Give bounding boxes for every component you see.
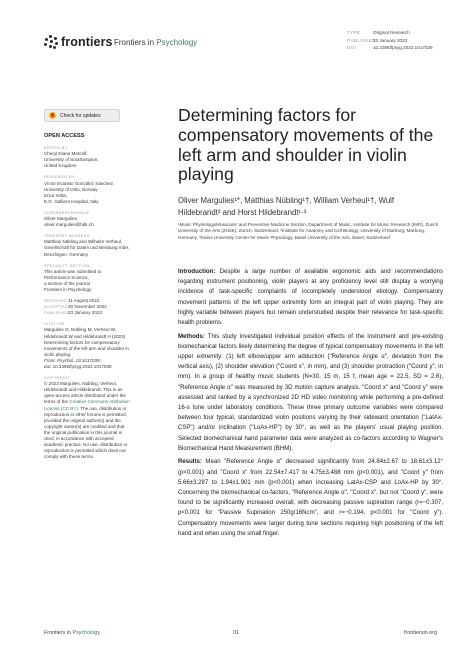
citation-line: Margulies O, Nübling M, Verheul W, bbox=[44, 327, 117, 333]
journal-name: Frontiers in Psychology bbox=[114, 38, 198, 47]
citation-line: Hildebrandt W and Hildebrandt H (2023) bbox=[44, 333, 126, 339]
copyright-line: academic practice. No use, distribution or bbox=[44, 442, 128, 448]
frontiers-logo[interactable] bbox=[44, 35, 113, 49]
specialty-line: This article was submitted to bbox=[44, 268, 102, 274]
reviewer-line: E.O. Galliera Hospital, Italy bbox=[44, 198, 99, 204]
copyright-line: copyright owner(s) are credited and that bbox=[44, 423, 125, 429]
specialty-line: Frontiers in Psychology bbox=[44, 286, 92, 292]
correspondence-email[interactable]: oliver.margulies@hdk.ch bbox=[44, 222, 94, 228]
copyright-line: the original publication in this journal is bbox=[44, 429, 122, 435]
reviewer-line: University of Oslo, Norway bbox=[44, 186, 98, 192]
editor-line: University of Southampton, bbox=[44, 157, 99, 163]
copyright-line: © 2023 Margulies, Nübling, Verheul, bbox=[44, 381, 117, 387]
correspondence-name: Oliver Margulies bbox=[44, 216, 77, 222]
reviewer-line: Erica Volta, bbox=[44, 192, 67, 198]
abstract bbox=[178, 267, 443, 542]
editor-line: Cheryl Diane Metcalf, bbox=[44, 151, 88, 157]
footer-site-link[interactable]: frontiersin.org bbox=[404, 630, 437, 636]
specialty-line: a section of the journal bbox=[44, 280, 90, 286]
check-for-updates-button[interactable] bbox=[44, 109, 120, 122]
date-row: ACCEPTED30 November 2022 bbox=[44, 304, 107, 310]
present-address-line: Matthias Nübling and Wilhelm Verheul, bbox=[44, 239, 123, 245]
specialty-line: Performance Science, bbox=[44, 274, 89, 280]
copyright-line: reproduction in other forums is permitted, bbox=[44, 411, 127, 417]
citation-label: CITATION bbox=[44, 321, 65, 327]
citation-line: Determining factors for compensatory bbox=[44, 339, 120, 345]
reviewer-line: Víctor Evaristo González Sánchez, bbox=[44, 180, 115, 186]
authors-line: Oliver Margulies¹*, Matthias Nübling¹†, William Verheul¹†, Wulf bbox=[178, 196, 395, 205]
logo-text: frontiers bbox=[61, 35, 113, 49]
copyright-line: open-access article distributed under the bbox=[44, 393, 126, 399]
present-address-label: †PRESENT ADDRESS bbox=[44, 233, 90, 239]
cc-license-link[interactable]: Creative Commons Attribution bbox=[69, 399, 130, 405]
citation-doi[interactable]: doi: 10.3389/fpsyg.2022.1017039 bbox=[44, 364, 112, 369]
copyright-line: reproduction is permitted which does not bbox=[44, 448, 126, 454]
copyright-line: provided the original author(s) and the bbox=[44, 417, 121, 423]
copyright-line: comply with these terms. bbox=[44, 454, 95, 460]
correspondence-label: *CORRESPONDENCE bbox=[44, 209, 90, 215]
copyright-line: License (CC BY). The use, distribution or bbox=[44, 405, 127, 411]
present-address-line: Denzlingen, Germany bbox=[44, 251, 88, 257]
specialty-section-label: SPECIALTY SECTION bbox=[44, 262, 90, 268]
date-row: RECEIVED11 August 2022 bbox=[44, 298, 100, 304]
page-number: 01 bbox=[233, 630, 239, 636]
date-row: PUBLISHED23 January 2023 bbox=[44, 310, 102, 316]
citation-line: violin playing. bbox=[44, 351, 72, 357]
reviewed-by-label: REVIEWED BY bbox=[44, 174, 75, 180]
sidebar-info bbox=[44, 133, 140, 460]
editor-line: United Kingdom bbox=[44, 163, 77, 169]
frontiers-logo-icon bbox=[44, 35, 58, 49]
abstract-results: Results: Mean "Reference Angle α" decreased significantly from 24.84±2.67 to 18.61±3.12° (p<0.001) and "Coord x" from 22.54±7.417 to 4.75±3.488 mm (p<0.001), and "Coord y" from 5.66±3.287 to 1.94±1.901 mm (p<0.001) when increasing LatAx-CSP and LoAx-HP by 30°. Concerning the biomechanical co-factors, "Reference Angle α", "Coord x", but not "Coord y", were found to be significantly increased overall, with decreasing passive supination range (r=−0.307, p<0.001 for "Passive Supination 250g/16Ncm", and r=−0.194, p<0.001 for "Coord y"). Compensatory movements were larger during tune sections requiring high positioning of the left hand and when using the small finger. bbox=[178, 459, 443, 537]
copyright-line: terms of the Creative Commons Attribution bbox=[44, 399, 130, 405]
update-icon bbox=[49, 112, 56, 119]
copyright-line: Hildebrandt and Hildebrandt. This is an bbox=[44, 387, 123, 393]
author-list bbox=[178, 195, 440, 218]
present-address-line: Gesellschaft für Daten und Beratung mbH, bbox=[44, 245, 130, 251]
authors-line: Hildebrandt² and Horst Hildebrandt¹·³ bbox=[178, 207, 307, 217]
citation-line: movements of the left arm and shoulder in bbox=[44, 345, 129, 351]
citation-line: Front. Psychol. 13:1017039. bbox=[44, 357, 101, 363]
footer-journal: Frontiers in Psychology bbox=[44, 630, 101, 636]
copyright-label: COPYRIGHT bbox=[44, 375, 71, 381]
abstract-introduction: Introduction: Despite a large number of available ergonomic aids and recommendations regarding instrument positioning, violin players at any proficiency level still display a worrying incidence of task-specific complaints of incompletely understood etiology. Compensatory movement patterns of the left upper extremity form an integral part of violin playing. They are highly variable between players but remain understudied despite their relevance for task-specific health problems. bbox=[178, 269, 443, 326]
cc-license-link[interactable]: License (CC BY) bbox=[44, 405, 78, 411]
article-title: Determining factors for compensatory movements of the left arm and shoulder in violin playing bbox=[178, 105, 434, 185]
article-meta: TYPE Original Research PUBLISHED23 January 2023 DOI 10.3389/fpsyg.2022.1017039 bbox=[347, 30, 433, 51]
copyright-line: cited, in accordance with accepted bbox=[44, 436, 114, 442]
affiliations: ¹Music Physiology/Musicians' and Preventive Medicine Section, Department of Music, Institute for Music Research (IMR), Zurich University of the Arts (ZHdK), Zurich, Switzerland, ²Institute for Anatomy and Cell Biology, University of Marburg, Marburg, Germany, ³Swiss University Center for Music Physiology, Basel University of the Arts, Basel, Switzerland bbox=[178, 222, 439, 240]
open-access-label: OPEN ACCESS bbox=[44, 133, 85, 139]
check-updates-label: Check for updates bbox=[60, 112, 101, 119]
edited-by-label: EDITED BY bbox=[44, 145, 68, 151]
abstract-methods: Methods: This study investigated individual position effects of the instrument and pre-existing biomechanical factors likely determining the degree of typical compensatory movements in the left upper extremity: (1) left elbow/upper arm adduction ("Reference Angle α", deviation from the vertical axis), (2) shoulder elevation ("Coord x", in mm), and (3) shoulder protraction ("Coord y", in mm). In a group of healthy music students (N=30, 15 m, 15 f, mean age = 22.5, SD = 2.6), "Reference Angle α" was measured by 3D motion capture analysis. "Coord x" and "Coord y" were assessed and ranked by a synchronized 2D HD video monitoring while performing a pre-defined 16-s tune under laboratory conditions. These three primary outcome variables were compared between four typical, standardized violin positions varying by their sideward orientation ("LatAx-CSP") and/or inclination ("LoAx-HP") by 30°, as well as the players' usual playing position. Selected biomechanical hand parameter data were analyzed as co-factors according to Wagner's Biomechanical Hand Measurement (BHM). bbox=[178, 333, 443, 452]
